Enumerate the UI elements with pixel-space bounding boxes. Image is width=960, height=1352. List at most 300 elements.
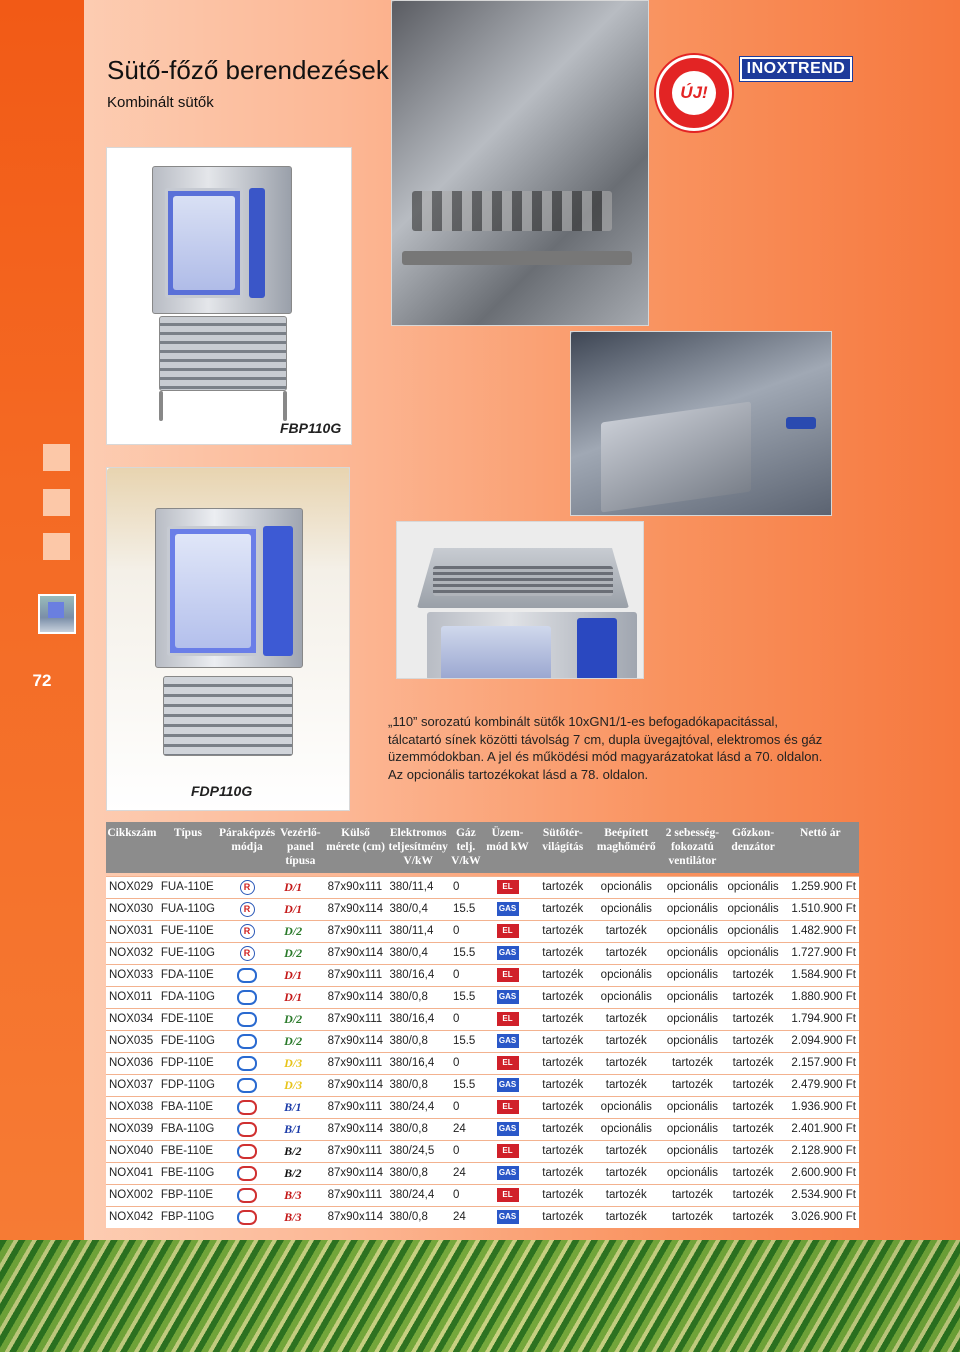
cell-condenser: opcionális: [725, 920, 782, 942]
cell-mode: [482, 1030, 533, 1052]
cell-mode: [482, 1052, 533, 1074]
cell-price: 1.880.900 Ft: [782, 986, 859, 1008]
cell-lighting: tartozék: [533, 1206, 592, 1228]
col-header: Sütőtér-világítás: [533, 822, 592, 873]
product-description: „110” sorozatú kombinált sütők 10xGN1/1-es befogadókapacitással, tálcatartó sínek közötti távolság 7 cm, dupla üvegajtóval, elektromos és gáz üzemmódokban. A jel és működési mód magyarázatokat lásd a 70. oldalon. Az opcionális tartozékokat lásd a 78. oldalon.: [388, 714, 823, 782]
table-row: [106, 898, 859, 920]
boiler-steam-advanced-icon: [237, 1166, 257, 1181]
cell-price: 2.600.900 Ft: [782, 1162, 859, 1184]
cell-panel: [276, 1074, 324, 1096]
oven-interior-photo: [391, 0, 649, 326]
page-subtitle: Kombinált sütők: [107, 94, 214, 111]
cell-fan: opcionális: [660, 964, 724, 986]
electric-mode-icon: EL: [497, 968, 519, 982]
control-panel-code: B/3: [284, 1187, 302, 1202]
cell-mode: [482, 986, 533, 1008]
cell-code: NOX035: [106, 1030, 158, 1052]
table-row: [106, 920, 859, 942]
photo-caption: FDP110G: [191, 783, 253, 799]
cell-code: NOX030: [106, 898, 158, 920]
new-product-badge: [656, 55, 732, 131]
col-header: 2 sebesség-fokozatú ventilátor: [660, 822, 724, 873]
side-band: [0, 0, 84, 1240]
table-row: [106, 1008, 859, 1030]
cell-condenser: tartozék: [725, 1074, 782, 1096]
cell-electric-power: 380/11,4: [386, 920, 449, 942]
cell-fan: tartozék: [660, 1052, 724, 1074]
cell-core-probe: opcionális: [592, 986, 660, 1008]
electric-mode-icon: EL: [497, 1188, 519, 1202]
cell-electric-power: 380/24,5: [386, 1140, 449, 1162]
decor-square: [43, 489, 70, 516]
table-row: [106, 964, 859, 986]
cell-lighting: tartozék: [533, 942, 592, 964]
cell-electric-power: 380/0,4: [386, 898, 449, 920]
cell-lighting: tartozék: [533, 1140, 592, 1162]
boiler-steam-advanced-icon: [237, 1100, 257, 1115]
cell-size: 87x90x111: [325, 1008, 387, 1030]
cell-mode: [482, 876, 533, 898]
cell-lighting: tartozék: [533, 1096, 592, 1118]
control-panel-code: D/2: [284, 1011, 303, 1026]
cell-price: 1.584.900 Ft: [782, 964, 859, 986]
cell-lighting: tartozék: [533, 1008, 592, 1030]
cell-fan: opcionális: [660, 876, 724, 898]
cell-condenser: opcionális: [725, 898, 782, 920]
gas-mode-icon: GAS: [497, 946, 519, 960]
cell-code: NOX036: [106, 1052, 158, 1074]
cell-panel: [276, 1052, 324, 1074]
control-panel-code: B/1: [284, 1099, 302, 1114]
boiler-steam-icon: [237, 1078, 257, 1093]
cell-gas-power: 0: [450, 1184, 482, 1206]
table-row: [106, 1030, 859, 1052]
table-row: [106, 876, 859, 898]
cell-mode: [482, 1184, 533, 1206]
control-panel-code: B/2: [284, 1143, 302, 1158]
cell-fan: opcionális: [660, 942, 724, 964]
gas-mode-icon: GAS: [497, 902, 519, 916]
control-panel-code: D/3: [284, 1055, 303, 1070]
cell-type: FDA-110E: [158, 964, 218, 986]
cell-price: 2.479.900 Ft: [782, 1074, 859, 1096]
cell-gas-power: 15.5: [450, 1030, 482, 1052]
gas-mode-icon: GAS: [497, 1078, 519, 1092]
cell-mode: [482, 898, 533, 920]
cell-gas-power: 24: [450, 1206, 482, 1228]
control-panel-code: D/1: [284, 879, 303, 894]
cell-mode: [482, 1118, 533, 1140]
cell-lighting: tartozék: [533, 1074, 592, 1096]
cell-size: 87x90x114: [325, 1206, 387, 1228]
boiler-steam-advanced-icon: [237, 1188, 257, 1203]
cell-condenser: opcionális: [725, 876, 782, 898]
cell-mode: [482, 964, 533, 986]
col-header: Páraképzés módja: [218, 822, 276, 873]
cell-size: 87x90x114: [325, 898, 387, 920]
cell-code: NOX033: [106, 964, 158, 986]
col-header: Külső mérete (cm): [325, 822, 387, 873]
cell-core-probe: opcionális: [592, 898, 660, 920]
boiler-steam-advanced-icon: [237, 1144, 257, 1159]
cell-panel: [276, 964, 324, 986]
cell-electric-power: 380/11,4: [386, 876, 449, 898]
cell-fan: tartozék: [660, 1206, 724, 1228]
control-panel-code: D/1: [284, 901, 303, 916]
cell-mode: [482, 920, 533, 942]
cell-size: 87x90x111: [325, 876, 387, 898]
col-header: Cikkszám: [106, 822, 158, 873]
cell-steam-mode: [218, 1052, 276, 1074]
cell-fan: opcionális: [660, 986, 724, 1008]
cell-condenser: tartozék: [725, 1162, 782, 1184]
cell-type: FUA-110E: [158, 876, 218, 898]
page-title: Sütő-főző berendezések: [107, 55, 389, 85]
cell-type: FDP-110E: [158, 1052, 218, 1074]
cell-lighting: tartozék: [533, 876, 592, 898]
cell-fan: opcionális: [660, 1162, 724, 1184]
cell-type: FBP-110G: [158, 1206, 218, 1228]
cell-electric-power: 380/0,8: [386, 1074, 449, 1096]
cell-panel: [276, 1162, 324, 1184]
cell-code: NOX042: [106, 1206, 158, 1228]
cell-panel: [276, 1118, 324, 1140]
cell-size: 87x90x111: [325, 1184, 387, 1206]
cell-steam-mode: [218, 1162, 276, 1184]
cell-gas-power: 24: [450, 1162, 482, 1184]
cell-mode: [482, 1008, 533, 1030]
electric-mode-icon: EL: [497, 880, 519, 894]
cell-size: 87x90x111: [325, 1052, 387, 1074]
cell-lighting: tartozék: [533, 1162, 592, 1184]
cell-steam-mode: [218, 1074, 276, 1096]
cell-price: 2.157.900 Ft: [782, 1052, 859, 1074]
gas-mode-icon: GAS: [497, 1122, 519, 1136]
table-row: [106, 942, 859, 964]
gas-mode-icon: GAS: [497, 1166, 519, 1180]
col-header: Típus: [158, 822, 218, 873]
cell-gas-power: 15.5: [450, 942, 482, 964]
cell-price: 3.026.900 Ft: [782, 1206, 859, 1228]
cell-steam-mode: [218, 1140, 276, 1162]
control-panel-code: D/2: [284, 945, 303, 960]
control-panel-code: D/2: [284, 923, 303, 938]
cell-panel: [276, 898, 324, 920]
cell-steam-mode: [218, 920, 276, 942]
control-panel-code: D/1: [284, 989, 303, 1004]
cell-steam-mode: [218, 1184, 276, 1206]
table-row: [106, 1162, 859, 1184]
steam-injection-icon: R: [240, 902, 255, 917]
cell-panel: [276, 1030, 324, 1052]
gas-mode-icon: GAS: [497, 1210, 519, 1224]
control-panel-code: B/3: [284, 1209, 302, 1224]
oven-with-hood-photo: [396, 521, 644, 679]
cell-size: 87x90x114: [325, 1074, 387, 1096]
cell-mode: [482, 1140, 533, 1162]
cell-price: 1.727.900 Ft: [782, 942, 859, 964]
cell-size: 87x90x114: [325, 1162, 387, 1184]
cell-steam-mode: [218, 1206, 276, 1228]
cell-steam-mode: [218, 1118, 276, 1140]
electric-mode-icon: EL: [497, 1012, 519, 1026]
cell-price: 1.510.900 Ft: [782, 898, 859, 920]
col-header: Üzem-mód kW: [482, 822, 533, 873]
cell-electric-power: 380/0,8: [386, 1118, 449, 1140]
cell-condenser: tartozék: [725, 1052, 782, 1074]
table-row: [106, 1096, 859, 1118]
table-row: [106, 1206, 859, 1228]
product-photo-fbp110g: [106, 147, 352, 445]
cell-panel: [276, 942, 324, 964]
cell-condenser: tartozék: [725, 1206, 782, 1228]
cell-gas-power: 0: [450, 1140, 482, 1162]
cell-size: 87x90x114: [325, 1030, 387, 1052]
cell-type: FDA-110G: [158, 986, 218, 1008]
control-panel-code: B/1: [284, 1121, 302, 1136]
cell-steam-mode: [218, 986, 276, 1008]
cell-panel: [276, 986, 324, 1008]
cell-size: 87x90x114: [325, 942, 387, 964]
cell-gas-power: 15.5: [450, 898, 482, 920]
table-row: [106, 1184, 859, 1206]
cell-electric-power: 380/0,8: [386, 1030, 449, 1052]
cell-lighting: tartozék: [533, 964, 592, 986]
cell-price: 2.534.900 Ft: [782, 1184, 859, 1206]
cell-code: NOX038: [106, 1096, 158, 1118]
cell-code: NOX029: [106, 876, 158, 898]
cell-code: NOX031: [106, 920, 158, 942]
cell-core-probe: tartozék: [592, 1030, 660, 1052]
cell-price: 2.094.900 Ft: [782, 1030, 859, 1052]
cell-fan: opcionális: [660, 1096, 724, 1118]
cell-fan: opcionális: [660, 898, 724, 920]
cell-gas-power: 0: [450, 1096, 482, 1118]
cell-core-probe: tartozék: [592, 1140, 660, 1162]
cell-price: 1.936.900 Ft: [782, 1096, 859, 1118]
cell-gas-power: 0: [450, 1008, 482, 1030]
boiler-steam-icon: [237, 1034, 257, 1049]
cell-lighting: tartozék: [533, 898, 592, 920]
cell-size: 87x90x114: [325, 1118, 387, 1140]
cell-condenser: tartozék: [725, 1140, 782, 1162]
cell-type: FDE-110G: [158, 1030, 218, 1052]
cell-mode: [482, 942, 533, 964]
steam-injection-icon: R: [240, 880, 255, 895]
cell-condenser: tartozék: [725, 1008, 782, 1030]
cell-core-probe: tartozék: [592, 942, 660, 964]
cell-mode: [482, 1074, 533, 1096]
control-panel-code: D/3: [284, 1077, 303, 1092]
cell-core-probe: opcionális: [592, 1096, 660, 1118]
cell-core-probe: tartozék: [592, 920, 660, 942]
cell-steam-mode: [218, 1096, 276, 1118]
cell-price: 2.401.900 Ft: [782, 1118, 859, 1140]
cell-size: 87x90x111: [325, 920, 387, 942]
cell-panel: [276, 920, 324, 942]
boiler-steam-advanced-icon: [237, 1210, 257, 1225]
cell-type: FBP-110E: [158, 1184, 218, 1206]
brand-logo: INOXTREND: [740, 57, 852, 81]
col-header: Elektromos teljesítmény V/kW: [386, 822, 449, 873]
cell-code: NOX002: [106, 1184, 158, 1206]
cell-condenser: tartozék: [725, 1184, 782, 1206]
electric-mode-icon: EL: [497, 1056, 519, 1070]
page-number: 72: [32, 671, 52, 690]
cell-electric-power: 380/24,4: [386, 1184, 449, 1206]
cell-fan: tartozék: [660, 1074, 724, 1096]
cell-panel: [276, 1206, 324, 1228]
cell-fan: opcionális: [660, 920, 724, 942]
cell-fan: opcionális: [660, 1118, 724, 1140]
cell-panel: [276, 1008, 324, 1030]
badge-text: ÚJ!: [672, 71, 716, 115]
cell-code: NOX037: [106, 1074, 158, 1096]
cell-code: NOX011: [106, 986, 158, 1008]
table-row: [106, 1140, 859, 1162]
cell-gas-power: 0: [450, 1052, 482, 1074]
col-header: Vezérlő-panel típusa: [276, 822, 324, 873]
cell-core-probe: tartozék: [592, 1074, 660, 1096]
cell-code: NOX039: [106, 1118, 158, 1140]
cell-electric-power: 380/24,4: [386, 1096, 449, 1118]
cell-gas-power: 0: [450, 876, 482, 898]
cell-condenser: tartozék: [725, 1030, 782, 1052]
cell-steam-mode: [218, 964, 276, 986]
product-photo-fdp110g: [106, 467, 350, 811]
col-header: Nettó ár: [782, 822, 859, 873]
gas-mode-icon: GAS: [497, 1034, 519, 1048]
cell-steam-mode: [218, 1008, 276, 1030]
cell-core-probe: tartozék: [592, 1184, 660, 1206]
cell-core-probe: opcionális: [592, 876, 660, 898]
control-panel-code: D/1: [284, 967, 303, 982]
cell-lighting: tartozék: [533, 986, 592, 1008]
cell-code: NOX040: [106, 1140, 158, 1162]
col-header: Beépített maghőmérő: [592, 822, 660, 873]
gas-mode-icon: GAS: [497, 990, 519, 1004]
cell-size: 87x90x114: [325, 986, 387, 1008]
cell-price: 1.794.900 Ft: [782, 1008, 859, 1030]
cell-electric-power: 380/0,8: [386, 986, 449, 1008]
cell-price: 1.482.900 Ft: [782, 920, 859, 942]
steam-injection-icon: R: [240, 946, 255, 961]
table-header-row: [106, 822, 859, 873]
cell-size: 87x90x111: [325, 964, 387, 986]
cell-core-probe: tartozék: [592, 1162, 660, 1184]
cell-electric-power: 380/0,8: [386, 1162, 449, 1184]
cell-code: NOX034: [106, 1008, 158, 1030]
table-row: [106, 1052, 859, 1074]
cell-steam-mode: [218, 942, 276, 964]
decor-square: [43, 533, 70, 560]
cell-core-probe: opcionális: [592, 1118, 660, 1140]
control-panel-code: D/2: [284, 1033, 303, 1048]
cell-type: FBA-110E: [158, 1096, 218, 1118]
cell-lighting: tartozék: [533, 1030, 592, 1052]
electric-mode-icon: EL: [497, 924, 519, 938]
boiler-steam-icon: [237, 1012, 257, 1027]
boiler-steam-advanced-icon: [237, 1122, 257, 1137]
cell-panel: [276, 876, 324, 898]
cell-type: FUE-110G: [158, 942, 218, 964]
steam-injection-icon: R: [240, 924, 255, 939]
cell-price: 2.128.900 Ft: [782, 1140, 859, 1162]
cell-steam-mode: [218, 1030, 276, 1052]
cell-type: FBE-110E: [158, 1140, 218, 1162]
cell-lighting: tartozék: [533, 920, 592, 942]
cell-gas-power: 15.5: [450, 986, 482, 1008]
cell-condenser: tartozék: [725, 1118, 782, 1140]
table-row: [106, 986, 859, 1008]
vegetables-photo-strip: [0, 1240, 960, 1352]
section-thumbnail: [38, 594, 76, 634]
cell-fan: opcionális: [660, 1030, 724, 1052]
cell-condenser: opcionális: [725, 942, 782, 964]
cell-steam-mode: [218, 876, 276, 898]
cell-panel: [276, 1140, 324, 1162]
table-row: [106, 1118, 859, 1140]
col-header: Gőzkon-denzátor: [725, 822, 782, 873]
cell-size: 87x90x111: [325, 1096, 387, 1118]
cell-core-probe: tartozék: [592, 1206, 660, 1228]
cell-code: NOX032: [106, 942, 158, 964]
cell-type: FDE-110E: [158, 1008, 218, 1030]
table-row: [106, 1074, 859, 1096]
cell-gas-power: 24: [450, 1118, 482, 1140]
cell-mode: [482, 1162, 533, 1184]
cell-mode: [482, 1096, 533, 1118]
cell-gas-power: 0: [450, 920, 482, 942]
cell-gas-power: 0: [450, 964, 482, 986]
cell-size: 87x90x111: [325, 1140, 387, 1162]
cell-lighting: tartozék: [533, 1184, 592, 1206]
cell-condenser: tartozék: [725, 1096, 782, 1118]
electric-mode-icon: EL: [497, 1100, 519, 1114]
cell-panel: [276, 1184, 324, 1206]
cell-code: NOX041: [106, 1162, 158, 1184]
boiler-steam-icon: [237, 990, 257, 1005]
cell-core-probe: opcionális: [592, 964, 660, 986]
cell-electric-power: 380/16,4: [386, 1008, 449, 1030]
cell-lighting: tartozék: [533, 1118, 592, 1140]
cell-gas-power: 15.5: [450, 1074, 482, 1096]
cell-type: FBE-110G: [158, 1162, 218, 1184]
cell-type: FBA-110G: [158, 1118, 218, 1140]
cell-price: 1.259.900 Ft: [782, 876, 859, 898]
boiler-steam-icon: [237, 1056, 257, 1071]
boiler-steam-icon: [237, 968, 257, 983]
photo-caption: FBP110G: [280, 420, 342, 436]
cell-type: FUA-110G: [158, 898, 218, 920]
cell-condenser: tartozék: [725, 986, 782, 1008]
cell-fan: tartozék: [660, 1184, 724, 1206]
col-header: Gáz telj. V/kW: [450, 822, 482, 873]
cell-electric-power: 380/16,4: [386, 964, 449, 986]
cell-electric-power: 380/16,4: [386, 1052, 449, 1074]
cell-core-probe: tartozék: [592, 1008, 660, 1030]
control-panel-code: B/2: [284, 1165, 302, 1180]
cell-core-probe: tartozék: [592, 1052, 660, 1074]
cell-steam-mode: [218, 898, 276, 920]
cell-electric-power: 380/0,4: [386, 942, 449, 964]
decor-square: [43, 444, 70, 471]
cell-mode: [482, 1206, 533, 1228]
cell-condenser: tartozék: [725, 964, 782, 986]
electric-mode-icon: EL: [497, 1144, 519, 1158]
cell-type: FUE-110E: [158, 920, 218, 942]
cell-electric-power: 380/0,8: [386, 1206, 449, 1228]
